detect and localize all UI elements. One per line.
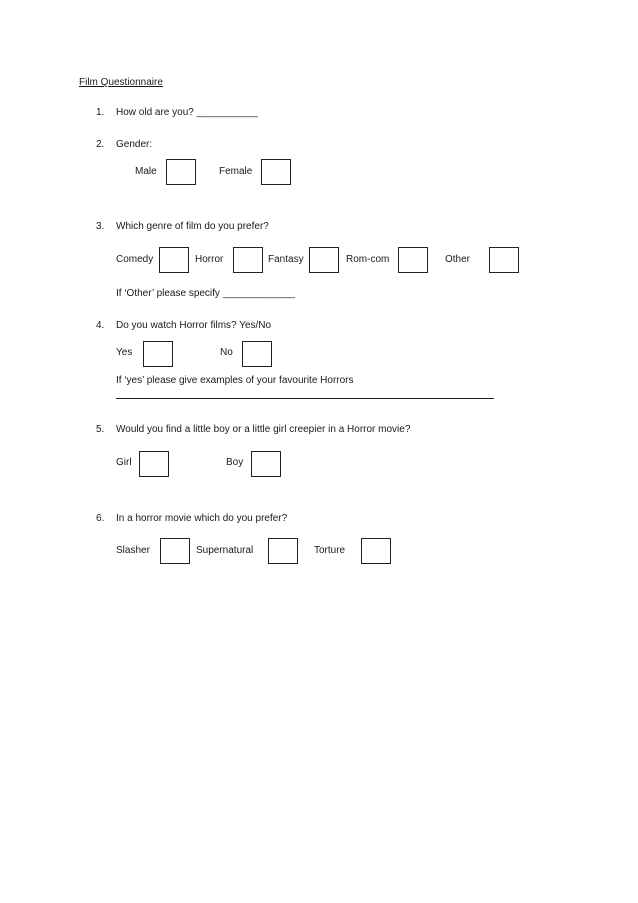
q3-comedy-checkbox[interactable]	[159, 247, 189, 273]
q6-option-supernatural-label: Supernatural	[196, 545, 254, 556]
q3-number: 3.	[96, 221, 105, 232]
q3-other-checkbox[interactable]	[489, 247, 519, 273]
q4-number: 4.	[96, 320, 105, 331]
q6-text: In a horror movie which do you prefer?	[116, 513, 288, 524]
q3-text: Which genre of film do you prefer?	[116, 221, 269, 232]
q4-no-checkbox[interactable]	[242, 341, 272, 367]
q6-torture-checkbox[interactable]	[361, 538, 391, 564]
q4-answer-line[interactable]	[116, 398, 494, 399]
q3-followup: If ‘Other’ please specify _____________	[116, 288, 296, 299]
q5-number: 5.	[96, 424, 105, 435]
q4-text: Do you watch Horror films? Yes/No	[116, 320, 272, 331]
q5-girl-checkbox[interactable]	[139, 451, 169, 477]
q5-boy-checkbox[interactable]	[251, 451, 281, 477]
q1-text: How old are you? ___________	[116, 107, 258, 118]
q2-option-female-label: Female	[219, 166, 253, 177]
q3-option-horror-label: Horror	[195, 254, 224, 265]
q5-option-boy-label: Boy	[226, 457, 244, 468]
q6-supernatural-checkbox[interactable]	[268, 538, 298, 564]
q3-option-other-label: Other	[445, 254, 471, 265]
q3-option-comedy-label: Comedy	[116, 254, 154, 265]
q3-fantasy-checkbox[interactable]	[309, 247, 339, 273]
q3-horror-checkbox[interactable]	[233, 247, 263, 273]
q1-number: 1.	[96, 107, 105, 118]
page-title: Film Questionnaire	[79, 77, 163, 88]
q2-female-checkbox[interactable]	[261, 159, 291, 185]
q4-yes-checkbox[interactable]	[143, 341, 173, 367]
q3-option-romcom-label: Rom-com	[346, 254, 390, 265]
q6-option-slasher-label: Slasher	[116, 545, 150, 556]
q4-followup: If ‘yes’ please give examples of your favourite Horrors	[116, 375, 354, 386]
q5-text: Would you find a little boy or a little girl creepier in a Horror movie?	[116, 424, 411, 435]
q6-option-torture-label: Torture	[314, 545, 346, 556]
q6-number: 6.	[96, 513, 105, 524]
q2-number: 2.	[96, 139, 105, 150]
q3-romcom-checkbox[interactable]	[398, 247, 428, 273]
q4-option-no-label: No	[220, 347, 233, 358]
q2-option-male-label: Male	[135, 166, 157, 177]
q4-option-yes-label: Yes	[116, 347, 133, 358]
q2-male-checkbox[interactable]	[166, 159, 196, 185]
q6-slasher-checkbox[interactable]	[160, 538, 190, 564]
q3-option-fantasy-label: Fantasy	[268, 254, 304, 265]
q5-option-girl-label: Girl	[116, 457, 132, 468]
q2-text: Gender:	[116, 139, 153, 150]
